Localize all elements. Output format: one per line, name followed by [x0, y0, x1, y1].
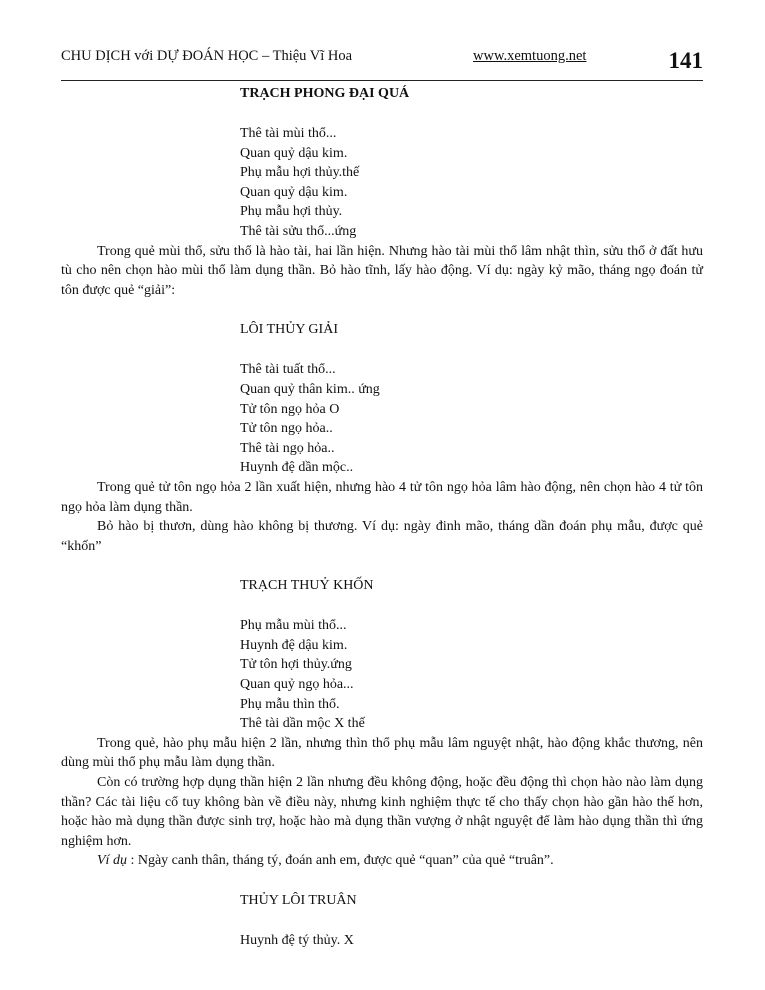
hexagram-line: Huynh đệ tý thủy. X	[240, 933, 354, 948]
hexagram-line: Thê tài mùi thổ...	[240, 126, 337, 141]
example-text: : Ngày canh thân, tháng tý, đoán anh em, được quẻ “quan” của quẻ “truân”.	[126, 853, 554, 869]
hexagram-lines	[240, 124, 703, 242]
hexagram-lines	[240, 360, 703, 478]
paragraph: Trong quẻ mùi thổ, sửu thổ là hào tài, hai lần hiện. Nhưng hào tài mùi thổ lâm nhật thìn, sửu thổ ở đất hưu tù cho nên chọn hào mùi thổ làm dụng thần. Bỏ hào tĩnh, lấy hào động. Ví dụ: ngày kỷ mão, tháng ngọ đoán tử tôn được quẻ “giải”:	[61, 243, 703, 298]
hexagram-line: Quan quỷ ngọ hỏa...	[240, 677, 354, 693]
section-thuy-loi-truan	[240, 891, 703, 951]
paragraph-example	[61, 851, 703, 871]
page-header	[61, 44, 703, 81]
hexagram-line: Thê tài tuất thổ...	[240, 362, 336, 378]
section-trach-phong-dai-qua	[240, 84, 703, 242]
paragraph: Trong quẻ tử tôn ngọ hỏa 2 lần xuất hiện, nhưng hào 4 tử tôn ngọ hỏa lâm hào động, nên chọn hào 4 tử tôn ngọ hỏa làm dụng thần.	[61, 479, 703, 515]
hexagram-line: Quan quỷ dậu kim.	[240, 184, 348, 200]
paragraph: Còn có trường hợp dụng thần hiện 2 lần nhưng đều không động, hoặc đều động thì chọn hào nào làm dụng thần? Các tài liệu cổ tuy không bàn về điều này, nhưng kinh nghiệm thực tế cho thấy chọn hào gần hào thế hơn, hoặc hào mà dụng thần được sinh trợ, hoặc hào mà dụng thần vượng ở nhật nguyệt để làm hào dụng thần thì ứng nghiệm hơn.	[61, 775, 703, 849]
website-link[interactable]: www.xemtuong.net	[473, 48, 587, 64]
book-title: CHU DỊCH với DỰ ĐOÁN HỌC – Thiệu Vĩ Hoa	[61, 48, 353, 64]
hexagram-lines	[240, 616, 703, 734]
hexagram-line: Thê tài ngọ hỏa..	[240, 440, 335, 456]
hexagram-line: Quan quỷ thân kim.. ứng	[240, 381, 380, 397]
hexagram-line: Thê tài dần mộc X thế	[240, 716, 365, 732]
hexagram-line: Huynh đệ dần mộc..	[240, 460, 354, 476]
example-label: Ví dụ	[97, 853, 127, 869]
page-number: 141	[668, 48, 703, 73]
hexagram-title: THỦY LÔI TRUÂN	[240, 893, 357, 908]
hexagram-line: Huynh đệ dậu kim.	[240, 637, 348, 653]
section-trach-thuy-khon	[240, 576, 703, 734]
hexagram-lines	[240, 931, 703, 951]
hexagram-line: Quan quỷ dậu kim.	[240, 145, 348, 161]
hexagram-line: Tử tôn ngọ hỏa O	[240, 401, 340, 417]
hexagram-line: Phụ mẫu thìn thổ.	[240, 696, 340, 712]
hexagram-line: Phụ mẫu hợi thủy.	[240, 204, 343, 220]
hexagram-line: Phụ mẫu hợi thủy.thế	[240, 165, 360, 181]
hexagram-line: Phụ mẫu mùi thổ...	[240, 618, 347, 634]
paragraph: Bỏ hào bị thươn, dùng hào không bị thương. Ví dụ: ngày đinh mão, tháng dần đoán phụ mẫu, được quẻ “khốn”	[61, 519, 703, 554]
hexagram-title: LÔI THỦY GIẢI	[240, 322, 338, 338]
paragraph: Trong quẻ, hào phụ mẫu hiện 2 lần, nhưng thìn thổ phụ mẫu lâm nguyệt nhật, hào động khắc thương, nên dùng mùi thổ phụ mẫu làm dụng thần.	[61, 735, 703, 771]
hexagram-title: TRẠCH PHONG ĐẠI QUÁ	[240, 86, 410, 101]
hexagram-line: Tử tôn ngọ hỏa..	[240, 421, 333, 437]
hexagram-line: Tử tôn hợi thủy.ứng	[240, 657, 352, 673]
page-body	[61, 84, 703, 951]
section-loi-thuy-giai	[240, 320, 703, 478]
hexagram-line: Thê tài sửu thổ...ứng	[240, 223, 357, 239]
hexagram-title: TRẠCH THUỶ KHỐN	[240, 578, 374, 594]
